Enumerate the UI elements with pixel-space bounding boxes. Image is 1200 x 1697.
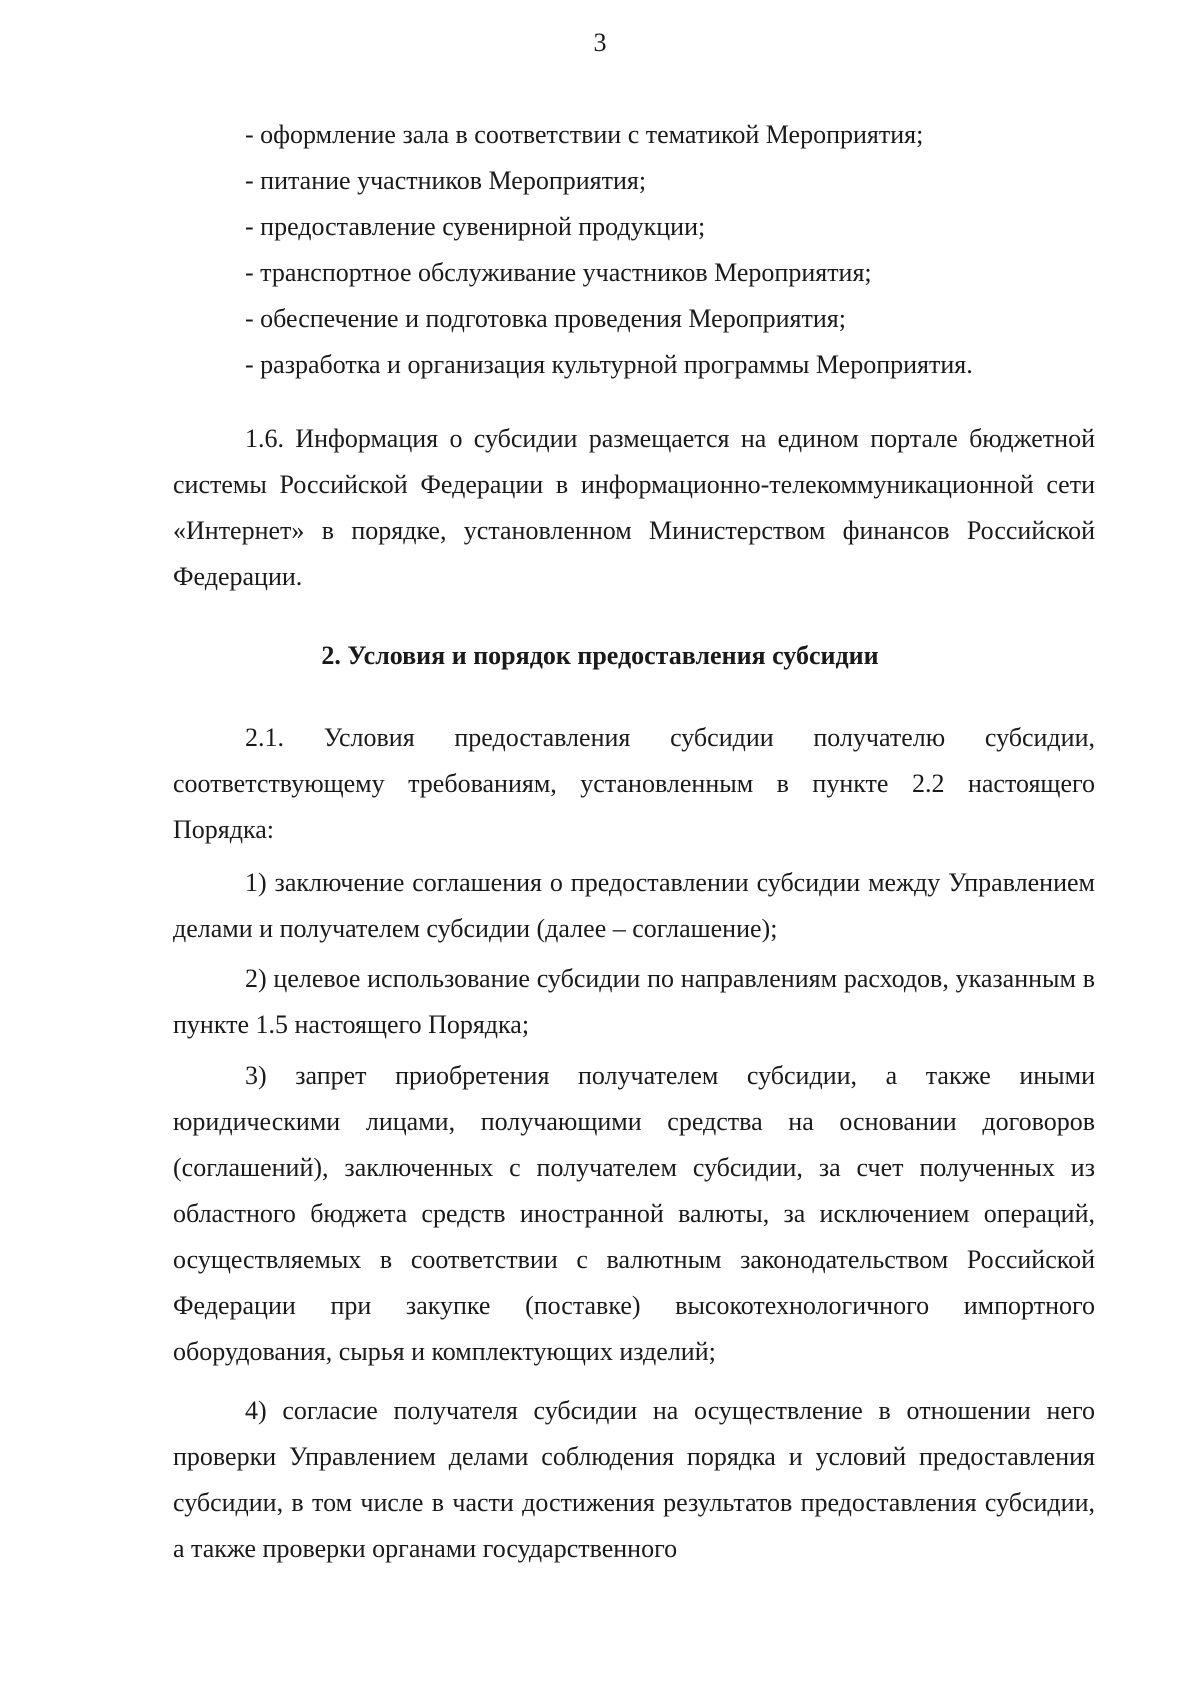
condition-item-3: 3) запрет приобретения получателем субсидии, а также иными юридическими лицами, получающими средства на основании договоров (соглашений), заключенных с получателем субсидии, за счет полученных из областного бюджета средств иностранной валюты, за исключением операций, осуществляемых в соответствии с валютным законодательством Российской Федерации при закупке (поставке) высокотехнологичного импортного оборудования, сырья и комплектующих изделий; — [173, 1061, 1095, 1366]
list-item: - оформление зала в соответствии с тематикой Мероприятия; — [245, 120, 924, 149]
condition-item-2: 2) целевое использование субсидии по направлениям расходов, указанным в пункте 1.5 настоящего Порядка; — [173, 964, 1095, 1039]
condition-item-1: 1) заключение соглашения о предоставлении субсидии между Управлением делами и получателем субсидии (далее – соглашение); — [173, 868, 1095, 943]
section-heading: 2. Условия и порядок предоставления субсидии — [321, 641, 879, 670]
list-item: - обеспечение и подготовка проведения Мероприятия; — [245, 304, 846, 333]
list-item: - питание участников Мероприятия; — [245, 166, 647, 195]
page-number: 3 — [593, 28, 607, 57]
list-item: - предоставление сувенирной продукции; — [245, 212, 706, 241]
condition-item-4: 4) согласие получателя субсидии на осуществление в отношении него проверки Управлением делами соблюдения порядка и условий предоставления субсидии, в том числе в части достижения результатов предоставления субсидии, а также проверки органами государственного — [173, 1396, 1095, 1563]
paragraph-1-6: 1.6. Информация о субсидии размещается на едином портале бюджетной системы Российской Федерации в информационно-телекоммуникационной сети «Интернет» в порядке, установленном Министерством финансов Российской Федерации. — [173, 424, 1095, 591]
expense-list — [245, 112, 973, 388]
paragraph-2-1: 2.1. Условия предоставления субсидии получателю субсидии, соответствующему требованиям, установленным в пункте 2.2 настоящего Порядка: — [173, 723, 1095, 844]
list-item: - разработка и организация культурной программы Мероприятия. — [245, 350, 973, 379]
list-item: - транспортное обслуживание участников Мероприятия; — [245, 258, 872, 287]
